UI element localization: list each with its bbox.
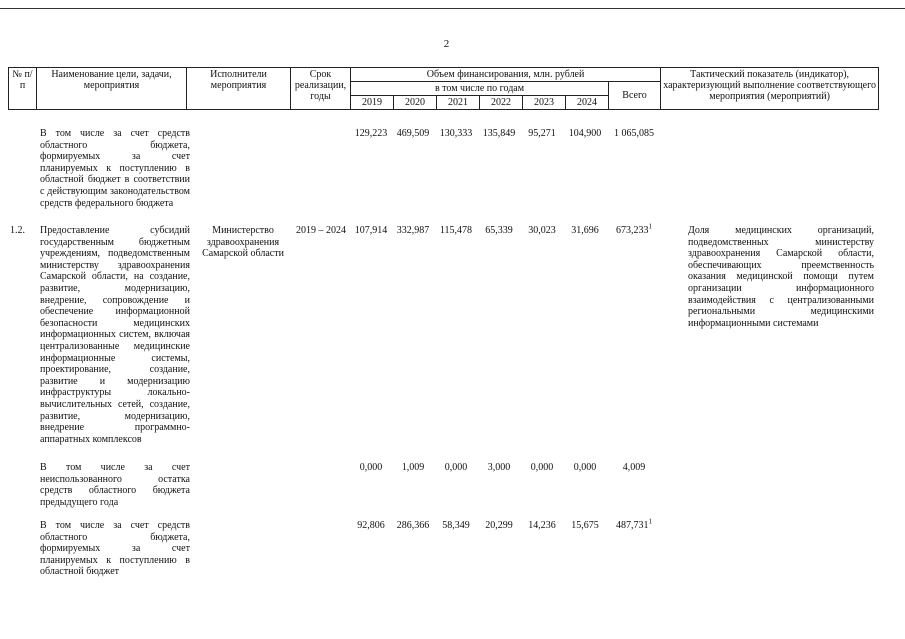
footnote-mark: 1	[648, 222, 652, 231]
row-value: 130,333	[439, 128, 473, 139]
row-name: В том числе за счет средств областного бюджета, формируемых за счет планируемых к поступлению в областной бюджет в соответствии с действующим законодательством средств федерального бюджета	[40, 128, 190, 209]
header-year: 2024	[566, 96, 609, 110]
header-term: Срок реализации, годы	[291, 68, 351, 110]
header-year: 2019	[351, 96, 394, 110]
row-value: 135,849	[482, 128, 516, 139]
row-total: 487,731$^1$	[616, 517, 652, 531]
header-year: 2020	[394, 96, 437, 110]
top-rule	[0, 8, 905, 9]
header-executors: Исполнители мероприятия	[187, 68, 291, 110]
row-name: В том числе за счет неиспользованного остатка средств областного бюджета предыдущего года	[40, 462, 190, 508]
row-value: 332,987	[396, 225, 430, 236]
row-value: 31,696	[571, 225, 599, 236]
row-indicator: Доля медицинских организаций, подведомственных министерству здравоохранения Самарской области, обеспечивающих преемственность оказания медицинской помощи путем организации информационного взаимодействия с централизованными региональными медицинскими информационными системами	[688, 225, 874, 329]
row-value: 0,000	[444, 462, 468, 473]
page-number: 2	[443, 38, 450, 50]
header-year: 2022	[480, 96, 523, 110]
row-value: 0,000	[359, 462, 383, 473]
row-value: 1,009	[401, 462, 425, 473]
header-funding: Объем финансирования, млн. рублей	[351, 68, 661, 82]
row-value: 107,914	[354, 225, 388, 236]
row-value: 95,271	[528, 128, 556, 139]
row-term: 2019 – 2024	[296, 225, 346, 236]
footnote-mark: 1	[648, 517, 652, 526]
header-year: 2023	[523, 96, 566, 110]
header-indicator: Тактический показатель (индикатор), характеризующий выполнение соответствующего мероприятия (мероприятий)	[661, 68, 879, 110]
row-value: 92,806	[357, 520, 385, 531]
row-value: 104,900	[568, 128, 602, 139]
row-value: 14,236	[528, 520, 556, 531]
header-num: № п/п	[9, 68, 37, 110]
table-header	[8, 67, 879, 110]
row-value: 0,000	[573, 462, 597, 473]
row-name: В том числе за счет средств областного бюджета, формируемых за счет планируемых к поступлению в областной бюджет	[40, 520, 190, 578]
row-value: 469,509	[396, 128, 430, 139]
row-total: 1 065,085	[614, 128, 654, 139]
row-value: 58,349	[442, 520, 470, 531]
row-value: 0,000	[530, 462, 554, 473]
row-executor: Министерство здравоохранения Самарской области	[202, 225, 284, 260]
header-by-years: в том числе по годам	[351, 82, 609, 96]
row-value: 3,000	[487, 462, 511, 473]
row-value: 129,223	[354, 128, 388, 139]
row-value: 115,478	[439, 225, 473, 236]
row-value: 30,023	[528, 225, 556, 236]
row-name: Предоставление субсидий государственным бюджетным учреждениям, подведомственным министерству здравоохранения Самарской области, на создание, развитие, модернизацию, внедрение, сопровождение и обеспечение информационной безопасности медицинских информационных систем, включая централизованные медицинские информационные системы, проектирование, создание, развитие и модернизацию инфраструктуры локально-вычислительных сетей, создание, развитие, модернизацию, внедрение программно-аппаратных комплексов	[40, 225, 190, 445]
row-number: 1.2.	[10, 225, 25, 236]
row-value: 65,339	[485, 225, 513, 236]
row-total: 673,233$^1$	[616, 222, 652, 236]
header-year: 2021	[437, 96, 480, 110]
row-value: 286,366	[396, 520, 430, 531]
row-value: 20,299	[485, 520, 513, 531]
row-total: 4,009	[622, 462, 646, 473]
header-name: Наименование цели, задачи, мероприятия	[37, 68, 187, 110]
header-total: Всего	[609, 82, 661, 110]
row-value: 15,675	[571, 520, 599, 531]
